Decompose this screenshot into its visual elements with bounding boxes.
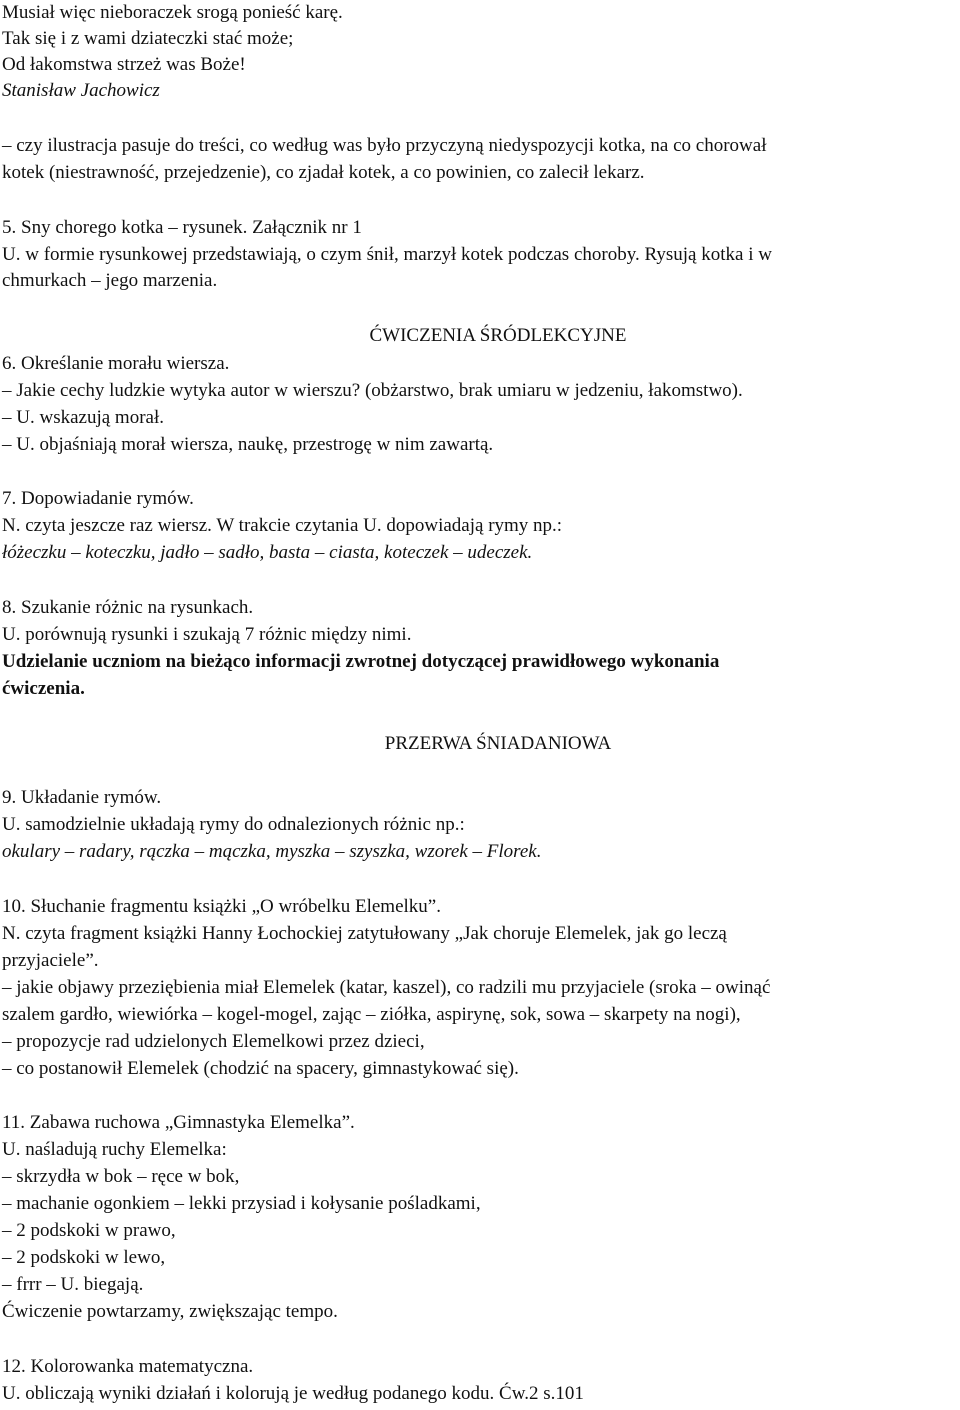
task-heading: 7. Dopowiadanie rymów. <box>2 488 194 509</box>
rhyme-examples: okulary – radary, rączka – mączka, myszka – szyszka, wzorek – Florek. <box>2 841 542 862</box>
task-line: – frrr – U. biegają. <box>2 1274 144 1295</box>
rhyme-examples: łóżeczku – koteczku, jadło – sadło, basta – ciasta, koteczek – udeczek. <box>2 542 533 563</box>
task-line: Ćwiczenie powtarzamy, zwiększając tempo. <box>2 1301 338 1322</box>
task-heading: 6. Określanie morału wiersza. <box>2 353 230 374</box>
feedback-note: Udzielanie uczniom na bieżąco informacji zwrotnej dotyczącej prawidłowego wykonania <box>2 651 720 672</box>
task-line: U. samodzielnie układają rymy do odnalezionych różnic np.: <box>2 814 465 835</box>
task-line: U. w formie rysunkowej przedstawiają, o czym śnił, marzył kotek podczas choroby. Rysują kotka i w <box>2 244 772 265</box>
poem-line: Od łakomstwa strzeż was Boże! <box>2 54 246 75</box>
task-heading: 10. Słuchanie fragmentu książki „O wróbelku Elemelku”. <box>2 896 441 917</box>
task-line: – U. objaśniają morał wiersza, naukę, przestrogę w nim zawartą. <box>2 434 494 455</box>
task-heading: 5. Sny chorego kotka – rysunek. Załącznik nr 1 <box>2 217 362 238</box>
task-heading: 8. Szukanie różnic na rysunkach. <box>2 597 254 618</box>
task-line: N. czyta fragment książki Hanny Łochockiej zatytułowany „Jak choruje Elemelek, jak go leczą <box>2 923 727 944</box>
discussion-line: kotek (niestrawność, przejedzenie), co zjadał kotek, a co powinien, co zalecił lekarz. <box>2 162 645 183</box>
task-line: – 2 podskoki w lewo, <box>2 1247 166 1268</box>
task-line: – 2 podskoki w prawo, <box>2 1220 176 1241</box>
section-heading: PRZERWA ŚNIADANIOWA <box>384 733 612 754</box>
poem-line: Musiał więc nieboraczek srogą ponieść karę. <box>2 2 343 23</box>
task-line: N. czyta jeszcze raz wiersz. W trakcie czytania U. dopowiadają rymy np.: <box>2 515 563 536</box>
task-line: U. naśladują ruchy Elemelka: <box>2 1139 227 1160</box>
task-line: – co postanowił Elemelek (chodzić na spacery, gimnastykować się). <box>2 1058 519 1079</box>
task-line: chmurkach – jego marzenia. <box>2 270 218 291</box>
task-line: szalem gardło, wiewiórka – kogel-mogel, zając – ziółka, aspirynę, sok, sowa – skarpety na nogi), <box>2 1004 741 1025</box>
task-line: – U. wskazują morał. <box>2 407 164 428</box>
task-line: U. porównują rysunki i szukają 7 różnic między nimi. <box>2 624 412 645</box>
task-line: – Jakie cechy ludzkie wytyka autor w wierszu? (obżarstwo, brak umiaru w jedzeniu, łakomstwo). <box>2 380 743 401</box>
task-heading: 9. Układanie rymów. <box>2 787 162 808</box>
task-heading: 11. Zabawa ruchowa „Gimnastyka Elemelka”. <box>2 1112 355 1133</box>
task-heading: 12. Kolorowanka matematyczna. <box>2 1356 254 1377</box>
task-line: U. obliczają wyniki działań i kolorują je według podanego kodu. Ćw.2 s.101 <box>2 1383 584 1404</box>
poem-line: Tak się i z wami dziateczki stać może; <box>2 28 294 49</box>
poem-author: Stanisław Jachowicz <box>2 80 160 101</box>
feedback-note: ćwiczenia. <box>2 678 85 699</box>
task-line: – jakie objawy przeziębienia miał Elemelek (katar, kaszel), co radzili mu przyjaciele (sroka – owinąć <box>2 977 771 998</box>
discussion-line: – czy ilustracja pasuje do treści, co według was było przyczyną niedyspozycji kotka, na co chorował <box>2 135 767 156</box>
task-line: – propozycje rad udzielonych Elemelkowi przez dzieci, <box>2 1031 425 1052</box>
task-line: przyjaciele”. <box>2 950 99 971</box>
task-line: – machanie ogonkiem – lekki przysiad i kołysanie pośladkami, <box>2 1193 481 1214</box>
section-heading: ĆWICZENIA ŚRÓDLEKCYJNE <box>369 325 627 346</box>
task-line: – skrzydła w bok – ręce w bok, <box>2 1166 240 1187</box>
